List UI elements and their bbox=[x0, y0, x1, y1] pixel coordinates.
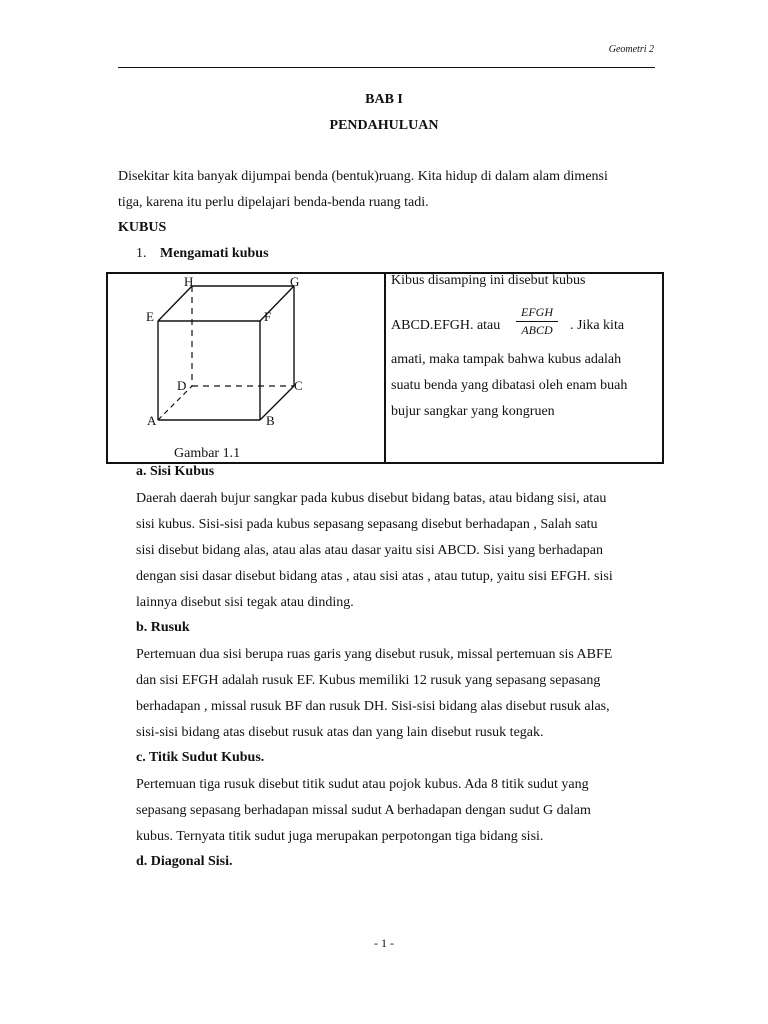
vertex-label-B: B bbox=[266, 413, 275, 428]
edge-AD bbox=[158, 386, 192, 420]
figure-text-line-3: amati, maka tampak bahwa kubus adalah bbox=[391, 352, 622, 367]
fraction-efgh-abcd bbox=[516, 305, 558, 338]
figure-caption: Gambar 1.1 bbox=[174, 446, 241, 461]
titik-title: c. Titik Sudut Kubus. bbox=[136, 750, 265, 765]
titik-line-1: Pertemuan tiga rusuk disebut titik sudut atau pojok kubus. Ada 8 titik sudut yang bbox=[136, 777, 589, 792]
titik-line-2: sepasang sepasang berhadapan missal sudut A berhadapan dengan sudut G dalam bbox=[136, 803, 591, 818]
rusuk-title: b. Rusuk bbox=[136, 620, 190, 635]
vertex-label-G: G bbox=[290, 274, 300, 289]
figure-text-line-2-suffix: . Jika kita bbox=[570, 318, 625, 333]
vertex-label-D: D bbox=[177, 378, 187, 393]
intro-line-1: Disekitar kita banyak dijumpai benda (bentuk)ruang. Kita hidup di dalam alam dimensi bbox=[118, 169, 608, 184]
vertex-label-C: C bbox=[294, 378, 303, 393]
figure-text-line-4: suatu benda yang dibatasi oleh enam buah bbox=[391, 378, 628, 393]
rusuk-line-1: Pertemuan dua sisi berupa ruas garis yang disebut rusuk, missal pertemuan sis ABFE bbox=[136, 647, 613, 662]
chapter-number: BAB I bbox=[365, 92, 403, 107]
rusuk-line-2: dan sisi EFGH adalah rusuk EF. Kubus memiliki 12 rusuk yang sepasang sepasang bbox=[136, 673, 601, 688]
edge-EH bbox=[158, 286, 192, 321]
intro-paragraph bbox=[118, 164, 658, 216]
rusuk-line-4: sisi-sisi bidang atas disebut rusuk atas dan yang lain disebut rusuk tegak. bbox=[136, 725, 544, 740]
titik-paragraph bbox=[136, 772, 662, 850]
vertex-label-A: A bbox=[147, 413, 157, 428]
vertex-label-E: E bbox=[146, 309, 154, 324]
fraction-denominator: ABCD bbox=[521, 323, 553, 337]
rusuk-paragraph bbox=[136, 642, 662, 746]
diagonal-title: d. Diagonal Sisi. bbox=[136, 854, 233, 869]
sisi-title: a. Sisi Kubus bbox=[136, 464, 215, 479]
sisi-line-3: sisi disebut bidang alas, atau alas atau dasar yaitu sisi ABCD. Sisi yang berhadapan bbox=[136, 543, 603, 558]
chapter-title: PENDAHULUAN bbox=[329, 118, 439, 133]
subsection-number: 1. bbox=[136, 246, 147, 261]
running-head: Geometri 2 bbox=[608, 44, 654, 55]
page-number: - 1 - bbox=[374, 936, 394, 950]
subsection-title: Mengamati kubus bbox=[160, 246, 269, 261]
sisi-line-2: sisi kubus. Sisi-sisi pada kubus sepasang sepasang disebut berhadapan , Salah satu bbox=[136, 517, 598, 532]
sisi-line-5: lainnya disebut sisi tegak atau dinding. bbox=[136, 595, 354, 610]
section-title: KUBUS bbox=[118, 220, 167, 235]
vertex-label-H: H bbox=[184, 274, 194, 289]
cube-diagram bbox=[106, 272, 386, 464]
titik-line-3: kubus. Ternyata titik sudut juga merupakan perpotongan tiga bidang sisi. bbox=[136, 829, 544, 844]
rusuk-line-3: berhadapan , missal rusuk BF dan rusuk DH. Sisi-sisi bidang alas disebut rusuk alas, bbox=[136, 699, 610, 714]
figure-text-line-5: bujur sangkar yang kongruen bbox=[391, 404, 555, 419]
header-rule bbox=[118, 67, 655, 68]
sisi-line-4: dengan sisi dasar disebut bidang atas , atau sisi atas , atau tutup, yaitu sisi EFGH. sisi bbox=[136, 569, 613, 584]
sisi-paragraph bbox=[136, 486, 662, 616]
fraction-numerator: EFGH bbox=[516, 305, 558, 322]
figure-text-line-1: Kibus disamping ini disebut kubus bbox=[391, 273, 586, 288]
sisi-line-1: Daerah daerah bujur sangkar pada kubus disebut bidang batas, atau bidang sisi, atau bbox=[136, 491, 607, 506]
figure-text-line-2-prefix: ABCD.EFGH. atau bbox=[391, 318, 501, 333]
vertex-label-F: F bbox=[264, 309, 272, 324]
intro-line-2: tiga, karena itu perlu dipelajari benda-benda ruang tadi. bbox=[118, 195, 429, 210]
